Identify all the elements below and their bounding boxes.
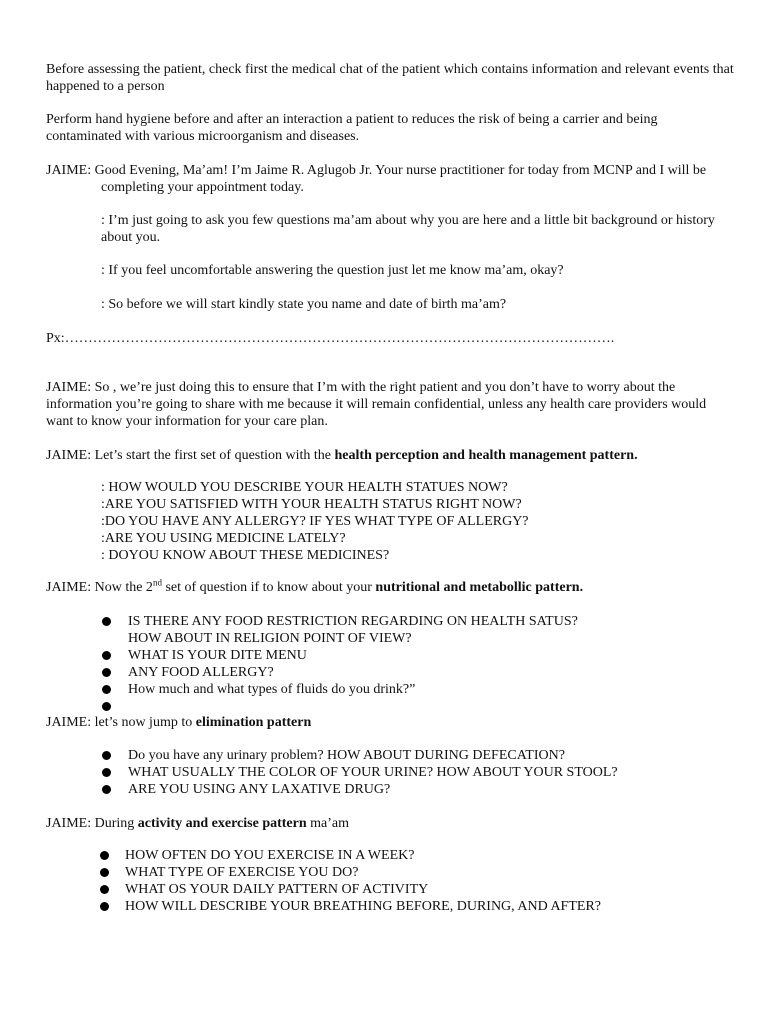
section-4-intro: JAIME: During — [46, 816, 138, 831]
greeting-line-3-block — [46, 262, 736, 279]
greeting-line-3: : If you feel uncomfortable answering the question just let me know ma’am, okay? — [101, 263, 564, 278]
section-3-title: elimination pattern — [195, 715, 312, 730]
bullet-icon — [102, 702, 111, 711]
bullet-icon — [100, 902, 109, 911]
ordinal-suffix: nd — [152, 577, 162, 588]
confidentiality-text: JAIME: So , we’re just doing this to ensure that I’m with the right patient and you don’t have to worry about the information you’re going to share with me because it will remain confidential, unless any health care providers would want to know your information for your care plan. — [46, 380, 707, 429]
intro-text-2: Perform hand hygiene before and after an interaction a patient to reduces the risk of being a carrier and being contaminated with various microorganism and diseases. — [46, 112, 658, 144]
list-item: HOW WILL DESCRIBE YOUR BREATHING BEFORE, DURING, AND AFTER? — [46, 898, 736, 915]
list-item: Do you have any urinary problem? HOW ABOUT DURING DEFECATION? — [46, 747, 736, 764]
bullet-icon — [100, 885, 109, 894]
bullet-icon — [102, 785, 111, 794]
section-2-intro-b: set of question if to know about your — [161, 580, 376, 595]
speaker-label: JAIME: — [46, 163, 92, 178]
section-health-perception-questions — [46, 479, 736, 564]
section-activity-list — [46, 847, 736, 915]
bullet-icon — [102, 768, 111, 777]
bullet-icon — [102, 617, 111, 626]
bullet-icon — [102, 651, 111, 660]
bullet-icon — [102, 751, 111, 760]
greeting-line-2-block — [46, 212, 736, 246]
bullet-icon — [102, 685, 111, 694]
greeting-line-2: : I’m just going to ask you few questions ma’am about why you are here and a little bit background or history about you. — [101, 213, 715, 245]
section-elimination-heading — [46, 714, 736, 731]
question-line: :ARE YOU SATISFIED WITH YOUR HEALTH STATUS RIGHT NOW? — [101, 497, 522, 512]
section-elimination-list — [46, 747, 736, 798]
confidentiality-paragraph — [46, 379, 736, 430]
list-item: WHAT OS YOUR DAILY PATTERN OF ACTIVITY — [46, 881, 736, 898]
section-1-intro: JAIME: Let’s start the first set of question with the — [46, 448, 335, 463]
section-3-intro: JAIME: let’s now jump to — [46, 715, 196, 730]
section-4-title: activity and exercise pattern — [137, 816, 307, 831]
list-item: WHAT IS YOUR DITE MENU — [46, 647, 736, 664]
list-item: How much and what types of fluids do you drink?” — [46, 681, 736, 698]
question-line: : HOW WOULD YOU DESCRIBE YOUR HEALTH STATUES NOW? — [101, 480, 508, 495]
section-activity-heading — [46, 815, 736, 832]
intro-paragraph-hand-hygiene — [46, 111, 736, 145]
list-item: WHAT TYPE OF EXERCISE YOU DO? — [46, 864, 736, 881]
bullet-icon — [100, 868, 109, 877]
intro-paragraph-chart-check — [46, 61, 736, 95]
list-item: IS THERE ANY FOOD RESTRICTION REGARDING ON HEALTH SATUS? HOW ABOUT IN RELIGION POINT OF VIEW? — [46, 613, 736, 647]
section-2-intro-a: JAIME: Now the 2 — [46, 580, 153, 595]
section-2-title: nutritional and metabollic pattern. — [375, 580, 584, 595]
greeting-text: Good Evening, Ma’am! I’m Jaime R. Aglugob Jr. Your nurse practitioner for today from MCNP and I will be completing your appointment today. — [94, 163, 707, 195]
greeting-line-4-block — [46, 296, 736, 313]
question-line: :DO YOU HAVE ANY ALLERGY? IF YES WHAT TYPE OF ALLERGY? — [101, 514, 529, 529]
greeting-line-4: : So before we will start kindly state you name and date of birth ma’am? — [101, 297, 507, 312]
greeting-line-1 — [46, 162, 736, 196]
bullet-icon — [100, 851, 109, 860]
section-nutrition-list — [46, 613, 736, 715]
list-item-empty — [46, 698, 736, 715]
patient-response-line — [46, 330, 736, 347]
section-4-tail: ma’am — [306, 816, 350, 831]
list-item: ANY FOOD ALLERGY? — [46, 664, 736, 681]
list-item: HOW OFTEN DO YOU EXERCISE IN A WEEK? — [46, 847, 736, 864]
question-line: : DOYOU KNOW ABOUT THESE MEDICINES? — [101, 548, 390, 563]
section-nutrition-heading — [46, 579, 736, 596]
intro-text-1: Before assessing the patient, check first the medical chat of the patient which contains information and relevant events that happened to a person — [46, 62, 734, 94]
section-health-perception-heading — [46, 447, 736, 464]
patient-answer-blank: ………………………………………………………………………………………………………. — [64, 331, 615, 346]
list-item: ARE YOU USING ANY LAXATIVE DRUG? — [46, 781, 736, 798]
patient-label: Px: — [46, 331, 65, 346]
question-line: :ARE YOU USING MEDICINE LATELY? — [101, 531, 346, 546]
section-1-title: health perception and health management pattern. — [334, 448, 638, 463]
greeting-block — [46, 162, 736, 196]
list-item: WHAT USUALLY THE COLOR OF YOUR URINE? HOW ABOUT YOUR STOOL? — [46, 764, 736, 781]
bullet-icon — [102, 668, 111, 677]
